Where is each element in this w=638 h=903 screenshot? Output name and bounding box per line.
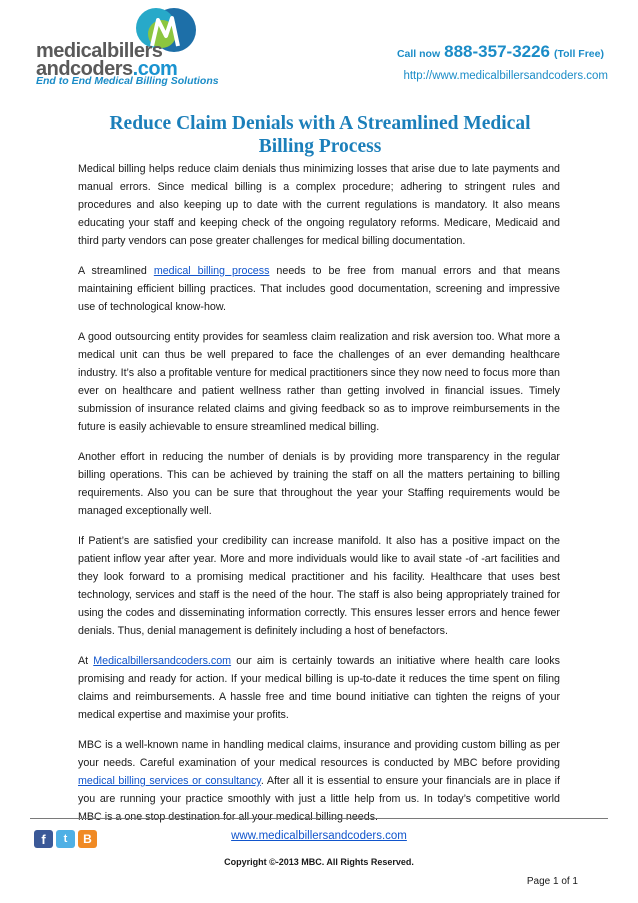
billing-services-link[interactable]: medical billing services or consultancy (78, 775, 261, 787)
paragraph-7: MBC is a well-known name in handling medical claims, insurance and providing custom billing as per your needs. Careful examination of your medical resources is conducted by MBC before providing medical billing services or consultancy. After all it is essential to ensure your financials are in place if you are running your practice smoothly with just a little help from us. In today’s competitive world MBC is a one stop destination for all your medical billing needs. (78, 739, 560, 823)
call-prefix: Call now (396, 48, 441, 60)
tagline: End to End Medical Billing Solutions (36, 75, 219, 87)
article-body (78, 160, 560, 838)
paragraph-2: A streamlined medical billing process needs to be free from manual errors and that means maintaining efficient billing practices. That includes good documentation, screening and impressive use of technological know-how. (78, 265, 560, 313)
facebook-icon[interactable]: f (34, 830, 53, 848)
logo-text-line1: medicalbillers (36, 40, 163, 62)
call-line (397, 42, 604, 62)
header-site-link[interactable]: http://www.medicalbillersandcoders.com (403, 70, 608, 82)
paragraph-3: A good outsourcing entity provides for seamless claim realization and risk aversion too. What more a medical unit can thus be well prepared to face the challenges of an ever demanding healthcare industry. It’s also a profitable venture for medical practitioners since they now need to focus more than ever on healthcare and patient wellness rather than getting involved in financial issues. Timely submission of insurance related claims and giving feedback so as to improve reimbursements in the future is easily achievable to ensure streamlined medical billing. (78, 331, 560, 433)
footer-divider (30, 818, 608, 819)
phone-number[interactable]: 888-357-3226 (444, 42, 551, 61)
paragraph-5: If Patient’s are satisfied your credibility can increase manifold. It also has a positive impact on the patient inflow year after year. More and more individuals would like to avail state -of -art facilities and they look forward to a promising medical practitioner and his facility. Healthcare that uses best technology, services and staff is the need of the hour. The staff is also being appropriately trained for using the codes and disseminating information correctly. This ensures lesser errors and hence fewer denials. Thus, denial management is definitely including a host of benefactors. (78, 535, 560, 637)
paragraph-4: Another effort in reducing the number of denials is by providing more transparency in the regular billing operations. This can be achieved by training the staff on all the matters pertaining to billing requirements. Also you can be sure that throughout the year your Staffing requirements would be managed exceptionally well. (78, 451, 560, 517)
footer-site-link[interactable]: www.medicalbillersandcoders.com (231, 830, 407, 842)
blogger-icon[interactable]: B (78, 830, 97, 848)
mbc-site-link[interactable]: Medicalbillersandcoders.com (93, 655, 232, 667)
logo-text-line2: andcoders.com (36, 58, 178, 80)
paragraph-6: At Medicalbillersandcoders.com our aim is certainly towards an initiative where health care looks promising and ready for action. If your medical billing is up-to-date it reduces the time spent on filing claims and reimbursements. A hassle free and time bound initiative can tighten the reigns of your medical expertise and maximise your profits. (78, 655, 560, 721)
company-logo[interactable] (36, 6, 236, 86)
medical-billing-process-link[interactable]: medical billing process (153, 265, 270, 277)
copyright-text: Copyright ©-2013 MBC. All Rights Reserved. (224, 857, 414, 867)
article-title: Reduce Claim Denials with A Streamlined Medical Billing Process (109, 113, 531, 157)
page-number: Page 1 of 1 (526, 876, 578, 887)
paragraph-1: Medical billing helps reduce claim denials thus minimizing losses that arise due to late payments and manual errors. Since medical billing is a complex procedure; adhering to stringent rules and procedures and also keeping up to date with the current regulations is mandatory. It also means educating your staff and keeping check of the ongoing regulatory reforms. Medicare, Medicaid and third party vendors can pose greater challenges for medical billing documentation. (78, 163, 560, 247)
toll-free-label: (Toll Free) (554, 48, 604, 60)
twitter-icon[interactable]: t (56, 830, 75, 848)
